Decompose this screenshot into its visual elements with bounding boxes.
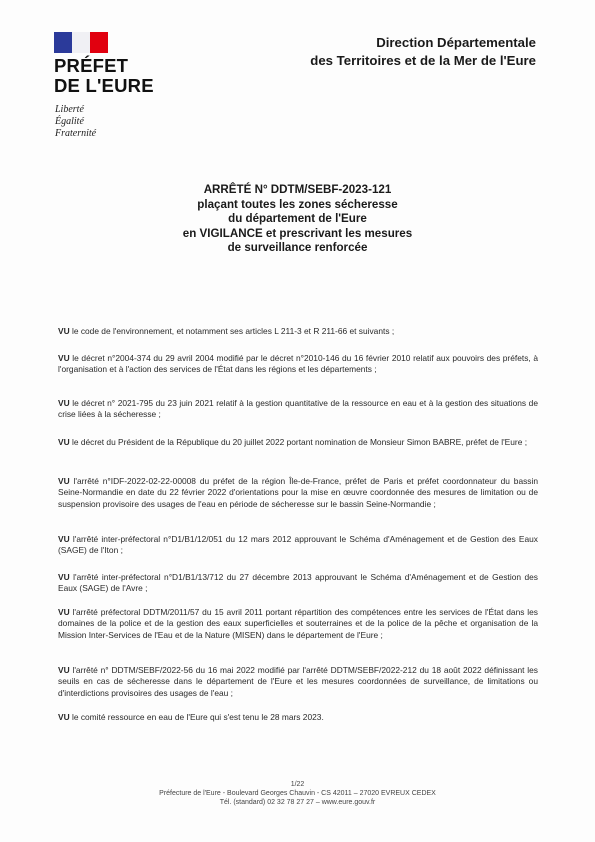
direction-line: des Territoires et de la Mer de l'Eure: [310, 53, 536, 68]
consideration-item: VU l'arrêté inter-préfectoral n°D1/B1/13/712 du 27 décembre 2013 approuvant le Schéma d'Aménagement et de Gestion des Eaux (SAGE) de l'Avre ;: [58, 572, 538, 594]
prefet-logo-text: [54, 56, 154, 96]
footer-address: Préfecture de l'Eure - Boulevard Georges Chauvin - CS 42011 – 27020 EVREUX CEDEX: [159, 790, 436, 797]
consideration-item: VU le comité ressource en eau de l'Eure qui s'est tenu le 28 mars 2023.: [58, 712, 324, 722]
decree-title: [100, 183, 495, 256]
title-line: ARRÊTÉ N° DDTM/SEBF-2023-121: [203, 183, 392, 196]
consideration-item: VU le décret du Président de la République du 20 juillet 2022 portant nomination de Monsieur Simon BABRE, préfet de l'Eure ;: [58, 437, 528, 447]
direction-line: Direction Départementale: [376, 35, 536, 50]
issuing-direction: [310, 34, 536, 70]
footer-contact: Tél. (standard) 02 32 78 27 27 – www.eure.gouv.fr: [219, 799, 376, 806]
consideration-item: VU l'arrêté n° DDTM/SEBF/2022-56 du 16 mai 2022 modifié par l'arrêté DDTM/SEBF/2022-212 du 18 août 2022 définissant les seuils en cas de sécheresse dans le département de l'Eure et les mesures coordonnées de surveillance, de limitations ou d'interdictions provisoires des usages de l'eau ;: [58, 665, 538, 698]
consideration-item: VU le décret n° 2021-795 du 23 juin 2021 relatif à la gestion quantitative de la ressource en eau et à la gestion des situations de crise liées à la sécheresse ;: [58, 398, 538, 420]
consideration-item: VU le décret n°2004-374 du 29 avril 2004 modifié par le décret n°2010-146 du 16 février 2010 relatif aux pouvoirs des préfets, à l'organisation et à l'action des services de l'État dans les régions et les départements ;: [58, 353, 538, 375]
page-number: 1/22: [290, 781, 305, 788]
republic-motto: [55, 104, 96, 140]
motto-line: Fraternité: [55, 128, 97, 139]
motto-line: Égalité: [55, 116, 84, 127]
consideration-item: VU l'arrêté préfectoral DDTM/2011/57 du 15 avril 2011 portant répartition des compétences entre les services de l'État dans les domaines de la police et de la gestion des eaux superficielles et souterraines et de la police de la pêche et organisation de la Mission Inter-Services de l'Eau et de la Nature (MISEN) dans le département de l'Eure ;: [58, 607, 538, 640]
logo-line: DE L'EURE: [54, 75, 154, 96]
page-footer: [0, 780, 595, 807]
consideration-item: VU le code de l'environnement, et notamment ses articles L 211-3 et R 211-66 et suivants ;: [58, 326, 395, 336]
title-line: du département de l'Eure: [228, 212, 367, 225]
title-line: en VIGILANCE et prescrivant les mesures: [182, 226, 413, 240]
motto-line: Liberté: [55, 104, 84, 115]
marianne-flag-logo: [54, 32, 108, 53]
logo-line: PRÉFET: [54, 55, 129, 76]
consideration-item: VU l'arrêté n°IDF-2022-02-22-00008 du préfet de la région Île-de-France, préfet de Paris et préfet coordonnateur du bassin Seine-Normandie en date du 22 février 2022 d'orientations pour la mise en œuvre coordonnée des mesures de limitation ou de suspension provisoire des usages de l'eau en période de sécheresse sur le bassin Seine-Normandie ;: [58, 476, 538, 509]
consideration-item: VU l'arrêté inter-préfectoral n°D1/B1/12/051 du 12 mars 2012 approuvant le Schéma d'Aménagement et de Gestion des Eaux (SAGE) de l'Iton ;: [58, 534, 538, 556]
title-line: de surveillance renforcée: [227, 241, 368, 254]
title-line: plaçant toutes les zones sécheresse: [197, 197, 398, 211]
